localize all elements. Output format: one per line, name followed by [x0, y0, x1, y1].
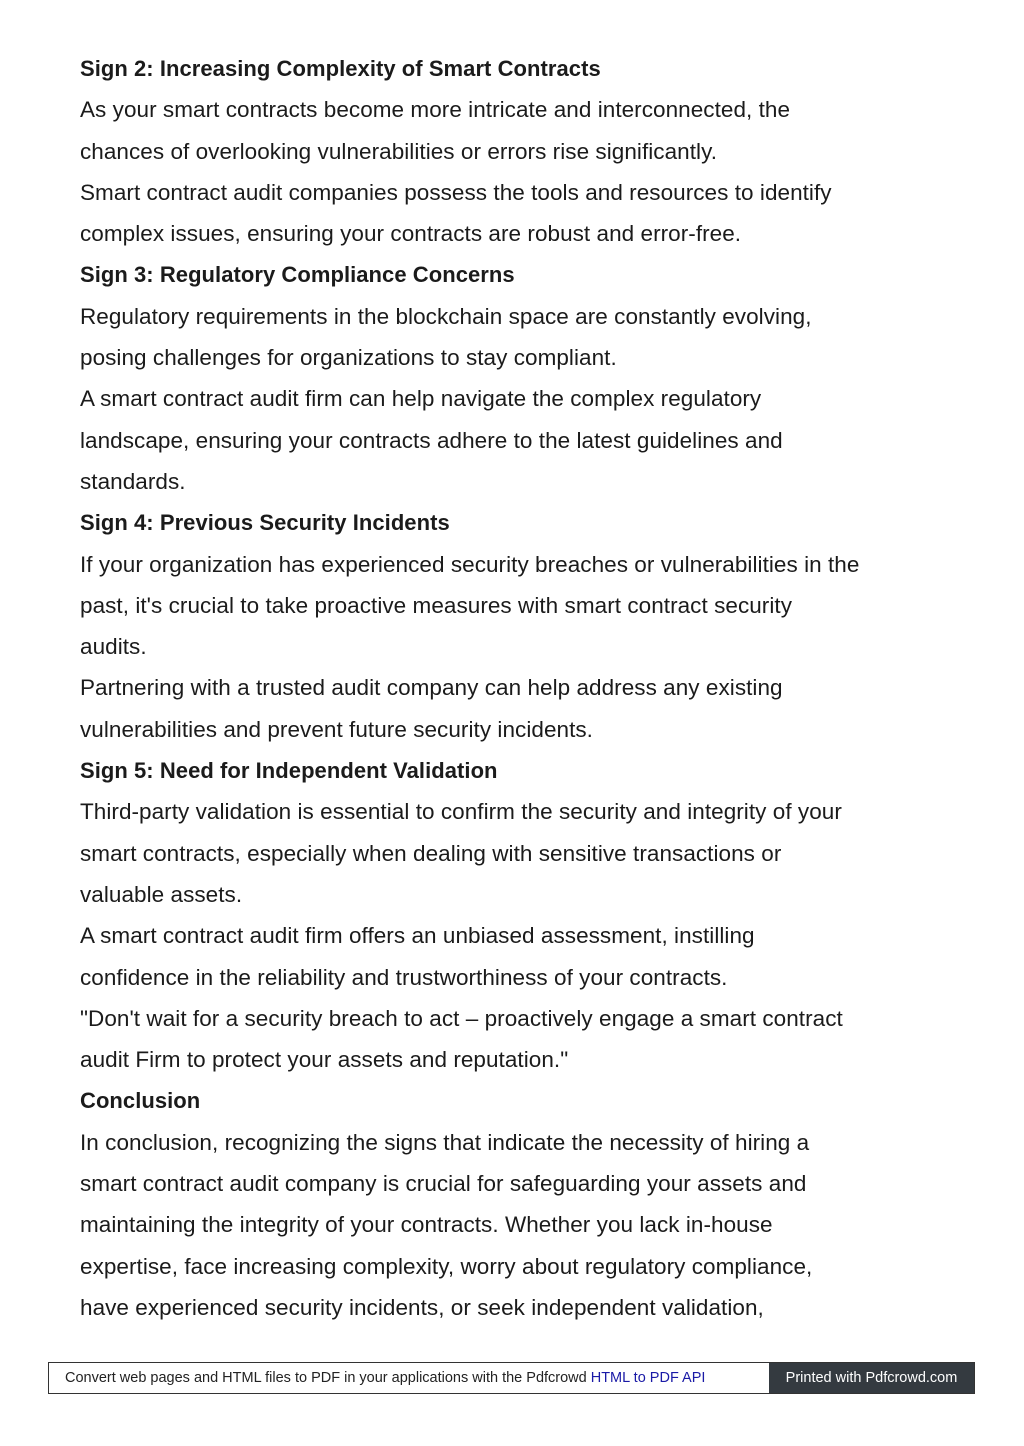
section-heading: Conclusion — [80, 1088, 201, 1114]
paragraph-line: chances of overlooking vulnerabilities or errors rise significantly. — [80, 138, 718, 164]
paragraph-line: standards. — [80, 468, 186, 494]
paragraph-line: have experienced security incidents, or seek independent validation, — [80, 1294, 764, 1320]
printed-with-badge[interactable]: Printed with Pdfcrowd.com — [769, 1363, 974, 1393]
section-heading: Sign 3: Regulatory Compliance Concerns — [80, 262, 515, 288]
paragraph-line: vulnerabilities and prevent future security incidents. — [80, 716, 593, 742]
paragraph-line: Partnering with a trusted audit company can help address any existing — [80, 675, 783, 701]
paragraph-line: "Don't wait for a security breach to act – proactively engage a smart contract — [80, 1005, 843, 1031]
paragraph-line: audit Firm to protect your assets and reputation." — [80, 1047, 569, 1073]
paragraph-line: Smart contract audit companies possess the tools and resources to identify — [80, 179, 832, 205]
paragraph-line: smart contract audit company is crucial for safeguarding your assets and — [80, 1171, 807, 1197]
section-heading: Sign 4: Previous Security Incidents — [80, 510, 450, 536]
paragraph-line: complex issues, ensuring your contracts are robust and error-free. — [80, 221, 742, 247]
footer-promo-text: Convert web pages and HTML files to PDF in your applications with the Pdfcrowd — [65, 1370, 587, 1386]
paragraph-line: maintaining the integrity of your contracts. Whether you lack in-house — [80, 1212, 773, 1238]
paragraph-line: In conclusion, recognizing the signs that indicate the necessity of hiring a — [80, 1129, 810, 1155]
paragraph-line: If your organization has experienced security breaches or vulnerabilities in the — [80, 551, 860, 577]
paragraph-line: past, it's crucial to take proactive measures with smart contract security — [80, 592, 792, 618]
footer-promo — [49, 1363, 769, 1393]
html-to-pdf-api-link[interactable]: HTML to PDF API — [590, 1370, 706, 1386]
paragraph-line: A smart contract audit firm can help navigate the complex regulatory — [80, 386, 762, 412]
paragraph-line: confidence in the reliability and trustworthiness of your contracts. — [80, 964, 728, 990]
paragraph-line: Third-party validation is essential to confirm the security and integrity of your — [80, 799, 842, 825]
pdfcrowd-footer — [48, 1362, 975, 1394]
section-heading: Sign 5: Need for Independent Validation — [80, 758, 498, 784]
document-body — [80, 48, 960, 1328]
paragraph-line: valuable assets. — [80, 881, 243, 907]
section-heading: Sign 2: Increasing Complexity of Smart Contracts — [80, 56, 601, 81]
paragraph-line: landscape, ensuring your contracts adhere to the latest guidelines and — [80, 427, 783, 453]
paragraph-line: smart contracts, especially when dealing with sensitive transactions or — [80, 840, 782, 866]
paragraph-line: expertise, face increasing complexity, worry about regulatory compliance, — [80, 1253, 813, 1279]
paragraph-line: Regulatory requirements in the blockchain space are constantly evolving, — [80, 303, 812, 329]
paragraph-line: audits. — [80, 634, 147, 660]
paragraph-line: posing challenges for organizations to stay compliant. — [80, 345, 617, 371]
paragraph-line: As your smart contracts become more intricate and interconnected, the — [80, 97, 791, 123]
paragraph-line: A smart contract audit firm offers an unbiased assessment, instilling — [80, 923, 755, 949]
